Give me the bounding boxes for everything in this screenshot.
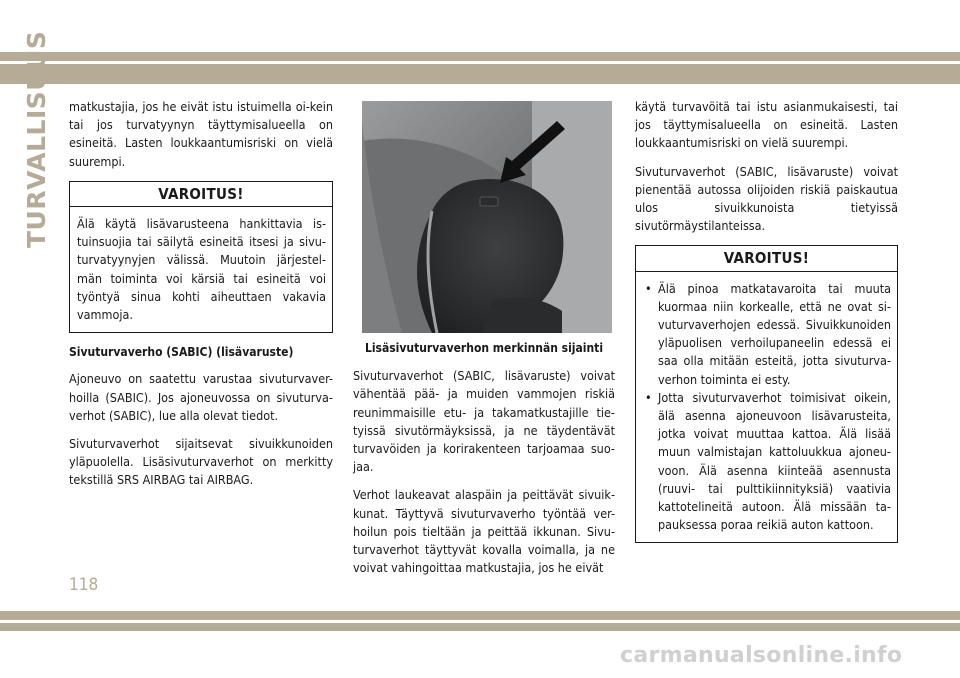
warning-box (69, 181, 333, 333)
pillar-photo-illustration (362, 101, 612, 333)
airbag-label-photo (362, 101, 612, 333)
footer-band (0, 611, 960, 631)
warning-box (635, 245, 898, 543)
paragraph: Sivuturvaverhot sijaitsevat sivuikkunoiden yläpuolella. Lisäsivuturvaverhot on merkitty tekstillä SRS AIRBAG tai AIRBAG. (69, 436, 333, 488)
warning-text: Älä käytä lisävarusteena hankittavia is-tuinsuojia tai säilytä esineitä itsesi ja sivu-turvatyynyjen välissä. Muutoin järjestel-män toiminta voi kärsiä tai esineitä voi työntyä sinua kohti aiheuttaen vakavia vammoja. (77, 216, 326, 323)
warning-title: VAROITUS! (636, 246, 897, 271)
header-band (0, 52, 960, 84)
paragraph: Sivuturvaverhot (SABIC, lisävaruste) voivat vähentää pää- ja muiden vammojen riskiä reunimmaisille etu- ja takamatkustajille tie-tyissä sivutörmäyksissä, ja ne täydentävät turvavöiden ja korirakenteen tarjoamaa suo-jaa. (353, 368, 615, 475)
page-number: 118 (69, 575, 99, 595)
photo-caption: Lisäsivuturvaverhon merkinnän sijainti (364, 341, 604, 355)
column-2 (353, 101, 615, 587)
warning-list (643, 280, 891, 535)
warning-item: • Jotta sivuturvaverhot toimisivat oikein, älä asenna ajoneuvoon lisävarusteita, jotka voivat muuttaa kattoa. Älä lisää muun valmistajan kattoluukkua ajoneu-voon. Älä asenna kiinteää asennusta (ruuvi- tai pulttikiinnityksiä) vaativia kattotelineitä autoon. Älä missään ta-pauksessa poraa reikiä auton kattoon. (643, 389, 891, 535)
warning-title: VAROITUS! (70, 182, 332, 207)
paragraph: käytä turvavöitä tai istu asianmukaisesti, tai jos täyttymisalueella on esineitä. Lasten loukkaantumisriski on vielä suurempi. (635, 99, 898, 151)
intro-paragraph: matkustajia, jos he eivät istu istuimella oi-kein tai jos turvatyynyn täyttymisalueella on esineitä. Lasten loukkaantumisriski on vielä suurempi. (69, 99, 333, 169)
warning-item: • Älä pinoa matkatavaroita tai muuta kuormaa niin korkealle, että ne ovat si-vuturvaverhojen edessä. Sivuikkunoiden yläpuolisen verhoilupaneelin edessä ei saa olla mitään esteitä, jotta sivuturva-verhon toiminta ei esty. (643, 280, 891, 389)
paragraph: Ajoneuvo on saatettu varustaa sivuturvaver-hoilla (SABIC). Jos ajoneuvossa on sivuturva-verhot (SABIC), lue alla olevat tiedot. (69, 371, 333, 423)
paragraph: Verhot laukeavat alaspäin ja peittävät sivuik-kunat. Täyttyvä sivuturvaverho työntää ver-hoilun pois tieltään ja peittää ikkunan. Sivu-turvaverhot täyttyvät kovalla voimalla, ja ne voivat vahingoittaa matkustajia, jos he eivät (353, 487, 615, 576)
column-3 (635, 98, 898, 553)
watermark: carmanualsonline.info (620, 643, 903, 668)
section-heading: Sivuturvaverho (SABIC) (lisävaruste) (69, 345, 294, 360)
column-1 (69, 98, 333, 500)
paragraph: Sivuturvaverhot (SABIC, lisävaruste) voivat pienentää autossa olijoiden riskiä paiskautua ulos sivuikkunoista tietyissä sivutörmäystilanteissa. (635, 163, 898, 234)
section-label: TURVALLISUUS (22, 30, 51, 248)
